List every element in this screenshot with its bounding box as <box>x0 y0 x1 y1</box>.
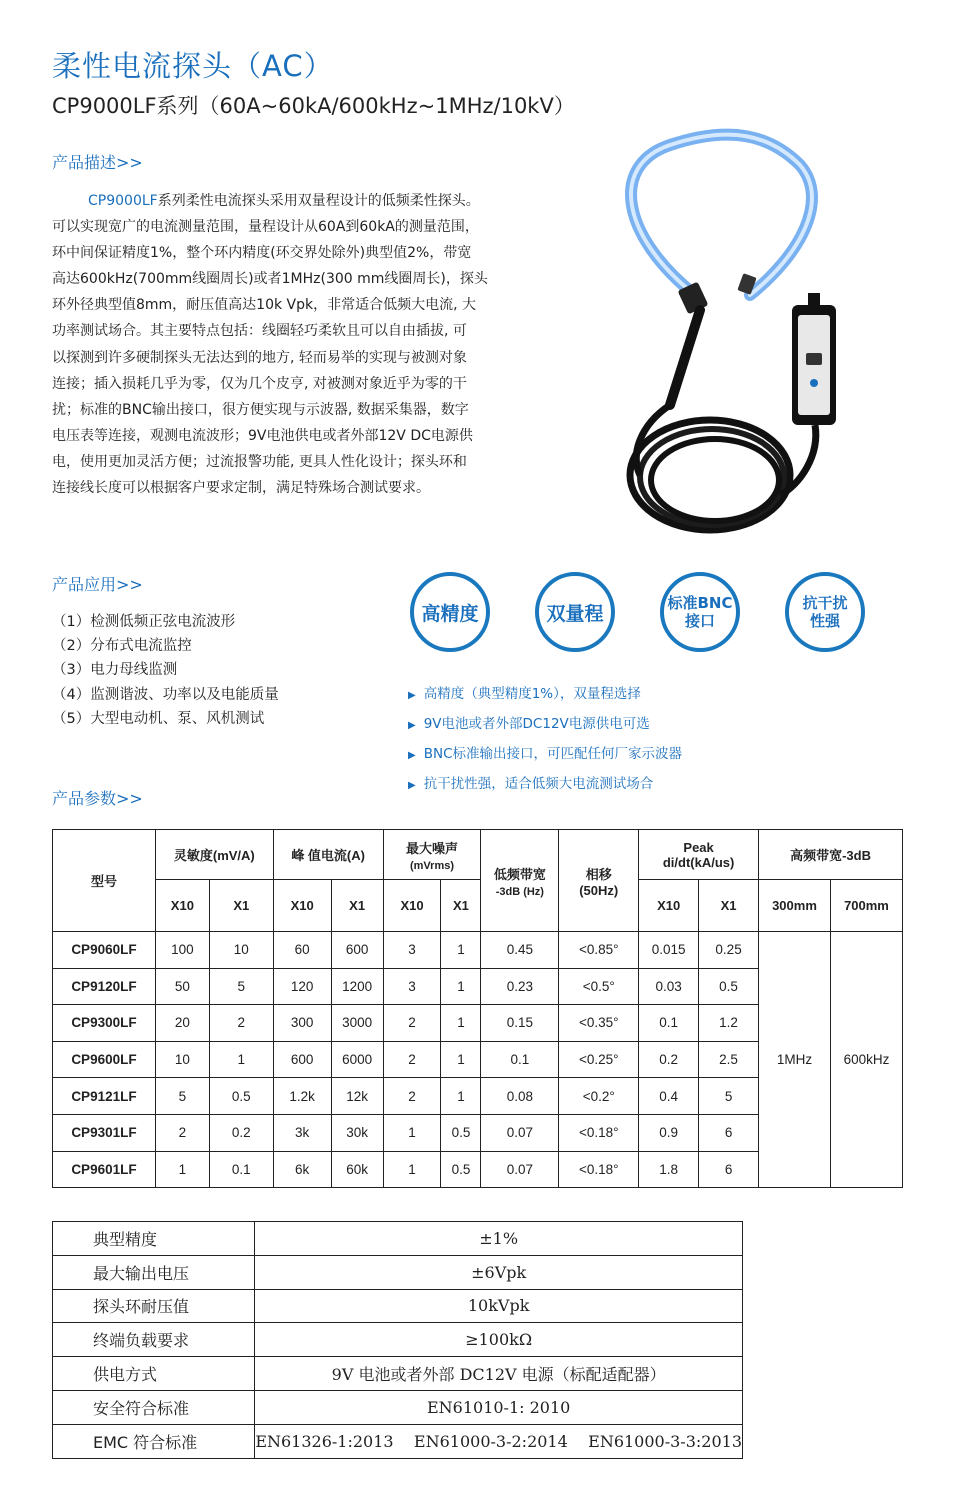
applications-heading: 产品应用>> <box>52 575 143 594</box>
description-text <box>52 188 532 501</box>
header-low-bandwidth: 低频带宽 -3dB (Hz) <box>481 830 559 932</box>
description-line: 连接线长度可以根据客户要求定制，满足特殊场合测试要求。 <box>52 480 430 497</box>
table-row: CP9300LF 20 2 300 3000 2 1 0.15 <0.35° 0.1 1.2 <box>53 1005 903 1042</box>
list-item: ▶ 高精度（典型精度1%），双量程选择 <box>408 686 641 702</box>
table-row: 供电方式 9V 电池或者外部 DC12V 电源（标配适配器） <box>53 1357 743 1391</box>
header-model: 型号 <box>53 830 156 932</box>
list-item: ▶ 9V电池或者外部DC12V电源供电可选 <box>408 716 650 732</box>
header-peak-current: 峰 值电流(A) <box>273 830 383 880</box>
triangle-bullet-icon: ▶ <box>408 780 416 791</box>
description-line: 电压表等连接，观测电流波形；9V电池供电或者外部12V DC电源供 <box>52 427 473 444</box>
range-switch-icon <box>806 353 822 365</box>
feature-list <box>408 680 682 800</box>
applications-list <box>52 610 279 731</box>
description-line-text: 系列柔性电流探头采用双量程设计的低频柔性探头。 <box>157 193 480 209</box>
description-model: CP9000LF <box>88 193 158 209</box>
bw-300mm-value: 1MHz <box>759 932 831 1188</box>
description-line <box>52 188 532 214</box>
badge-bnc-interface: 标准BNC 接口 <box>660 572 740 652</box>
description-line: 电，使用更加灵活方便；过流报警功能, 更具人性化设计；探头环和 <box>52 453 467 470</box>
table-row: 探头环耐压值 10kVpk <box>53 1289 743 1323</box>
spec-table <box>52 829 903 1188</box>
header-didt: Peak di/dt(kA/us) <box>639 830 759 880</box>
probe-product-image <box>600 125 890 565</box>
table-row: CP9121LF 5 0.5 1.2k 12k 2 1 0.08 <0.2° 0.4 5 <box>53 1078 903 1115</box>
header-x1: X1 <box>209 880 273 932</box>
header-x1: X1 <box>331 880 383 932</box>
table-row: CP9120LF 50 5 120 1200 3 1 0.23 <0.5° 0.03 0.5 <box>53 968 903 1005</box>
description-line: 以探测到许多硬制探头无法达到的地方, 轻而易举的实现与被测对象 <box>52 349 467 366</box>
header-phase: 相移 (50Hz) <box>559 830 639 932</box>
list-item: ▶ 抗干扰性强，适合低频大电流测试场合 <box>408 776 654 792</box>
header-x10: X10 <box>273 880 331 932</box>
table-row: CP9060LF 100 10 60 600 3 1 0.45 <0.85° 0.015 0.25 1MHz 600kHz <box>53 932 903 969</box>
list-item: ▶ BNC标准输出接口，可匹配任何厂家示波器 <box>408 746 682 762</box>
coil-loop <box>631 135 812 295</box>
badge-anti-interference: 抗干扰 性强 <box>785 572 865 652</box>
feature-badges <box>410 572 870 662</box>
list-item: （2）分布式电流监控 <box>52 638 192 655</box>
header-noise: 最大噪声 (mVrms) <box>383 830 481 880</box>
table-row: 终端负载要求 ≥100kΩ <box>53 1323 743 1357</box>
description-line: 可以实现宽广的电流测量范围，量程设计从60A到60kA的测量范围， <box>52 219 479 236</box>
table-row: CP9301LF 2 0.2 3k 30k 1 0.5 0.07 <0.18° 0.9 6 <box>53 1114 903 1151</box>
table-row: CP9601LF 1 0.1 6k 60k 1 0.5 0.07 <0.18° 1.8 6 <box>53 1151 903 1188</box>
header-x10: X10 <box>155 880 209 932</box>
description-line: 环中间保证精度1%，整个环内精度(环交界处除外)典型值2%，带宽 <box>52 245 472 262</box>
page-title: 柔性电流探头（AC） <box>52 49 334 83</box>
table-row: 安全符合标准 EN61010-1: 2010 <box>53 1390 743 1424</box>
header-300mm: 300mm <box>759 880 831 932</box>
page-subtitle: CP9000LF系列（60A~60kA/600kHz~1MHz/10kV） <box>52 94 575 118</box>
list-item: （4）监测谐波、功率以及电能质量 <box>52 686 279 703</box>
table-row: EMC 符合标准 EN61326-1:2013 EN61000-3-2:2014 EN61000-3-3:2013 <box>53 1424 743 1458</box>
list-item: （1）检测低频正弦电流波形 <box>52 614 236 630</box>
header-x10: X10 <box>639 880 699 932</box>
header-700mm: 700mm <box>830 880 902 932</box>
header-x1: X1 <box>699 880 759 932</box>
description-heading: 产品描述>> <box>52 153 143 172</box>
triangle-bullet-icon: ▶ <box>408 750 416 761</box>
general-spec-table <box>52 1221 743 1459</box>
description-line: 高达600kHz(700mm线圈周长)或者1MHz(300 mm线圈周长)，探头 <box>52 271 488 288</box>
triangle-bullet-icon: ▶ <box>408 690 416 701</box>
header-x1: X1 <box>441 880 481 932</box>
header-high-bandwidth: 高频带宽-3dB <box>759 830 903 880</box>
description-line: 环外径典型值8mm，耐压值高达10k Vpk，非常适合低频大电流, 大 <box>52 297 477 314</box>
description-line: 功率测试场合。其主要特点包括：线圈轻巧柔软且可以自由插拔, 可 <box>52 323 467 340</box>
table-row: 最大输出电压 ±6Vpk <box>53 1255 743 1289</box>
bw-700mm-value: 600kHz <box>830 932 902 1188</box>
header-sensitivity: 灵敏度(mV/A) <box>155 830 273 880</box>
description-line: 扰；标准的BNC输出接口，很方便实现与示波器, 数据采集器，数字 <box>52 401 469 418</box>
badge-dual-range: 双量程 <box>535 572 615 652</box>
description-line: 连接；插入损耗几乎为零，仅为几个皮亨, 对被测对象近乎为零的干 <box>52 375 467 392</box>
table-row: 典型精度 ±1% <box>53 1222 743 1256</box>
header-x10: X10 <box>383 880 441 932</box>
table-row: CP9600LF 10 1 600 6000 2 1 0.1 <0.25° 0.2 2.5 <box>53 1041 903 1078</box>
list-item: （3）电力母线监测 <box>52 662 178 679</box>
triangle-bullet-icon: ▶ <box>408 720 416 731</box>
list-item: （5）大型电动机、泵、风机测试 <box>52 710 265 727</box>
parameters-heading: 产品参数>> <box>52 789 143 808</box>
badge-high-precision: 高精度 <box>410 572 490 652</box>
